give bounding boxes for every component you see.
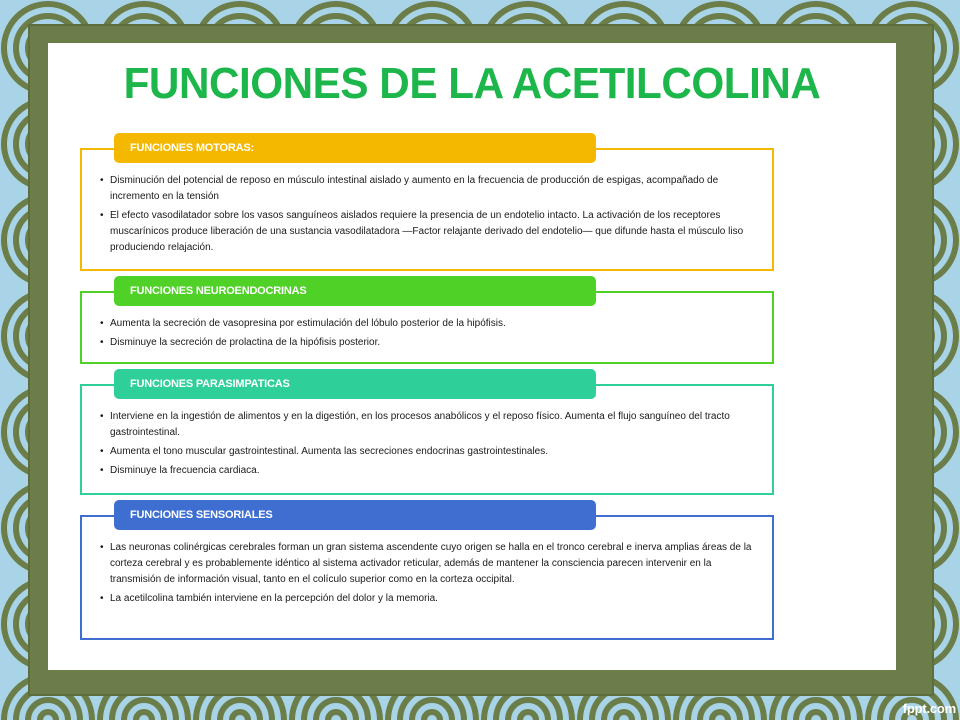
fppt-logo: fppt.com <box>902 701 956 716</box>
slide-content <box>48 43 896 670</box>
section-heading: FUNCIONES NEUROENDOCRINAS <box>114 276 596 306</box>
section-neuroendocrinas <box>80 276 772 364</box>
list-item: • El efecto vasodilatador sobre los vasos sanguíneos aislados requiere la presencia de un endotelio intacto. La activación de los receptores muscarínicos produce liberación de una sustancia vasodilatadora —Factor relajante derivado del endotelio— que difunde hasta el músculo liso produciendo relajación. <box>100 208 760 256</box>
section-list <box>100 173 760 259</box>
section-sensoriales <box>80 500 772 640</box>
list-item: • Las neuronas colinérgicas cerebrales forman un gran sistema ascendente cuyo origen se halla en el tronco cerebral e inerva amplias áreas de la corteza cerebral y es probablemente idéntico al sistema activador reticular, además de mantener la consciencia parecen intervenir en la transmisión de información visual, tanto en el colículo superior como en la corteza occipital. <box>100 540 760 588</box>
section-list <box>100 540 760 610</box>
list-item: • Disminuye la secreción de prolactina de la hipófisis posterior. <box>100 335 760 351</box>
list-item: • Interviene en la ingestión de alimentos y en la digestión, en los procesos anabólicos y el reposo físico. Aumenta el flujo sanguíneo del tracto gastrointestinal. <box>100 409 760 441</box>
list-item: • La acetilcolina también interviene en la percepción del dolor y la memoria. <box>100 591 760 607</box>
list-item: • Aumenta el tono muscular gastrointestinal. Aumenta las secreciones endocrinas gastrointestinales. <box>100 444 760 460</box>
section-parasimpaticas <box>80 369 772 495</box>
section-motoras <box>80 133 772 271</box>
list-item: • Disminución del potencial de reposo en músculo intestinal aislado y aumento en la frecuencia de producción de espigas, acompañado de incremento en la tensión <box>100 173 760 205</box>
slide-title: FUNCIONES DE LA ACETILCOLINA <box>123 59 821 108</box>
section-list <box>100 409 760 482</box>
section-heading: FUNCIONES MOTORAS: <box>114 133 596 163</box>
section-heading: FUNCIONES PARASIMPATICAS <box>114 369 596 399</box>
section-heading: FUNCIONES SENSORIALES <box>114 500 596 530</box>
list-item: • Disminuye la frecuencia cardiaca. <box>100 463 760 479</box>
section-list <box>100 316 760 354</box>
list-item: • Aumenta la secreción de vasopresina por estimulación del lóbulo posterior de la hipófisis. <box>100 316 760 332</box>
